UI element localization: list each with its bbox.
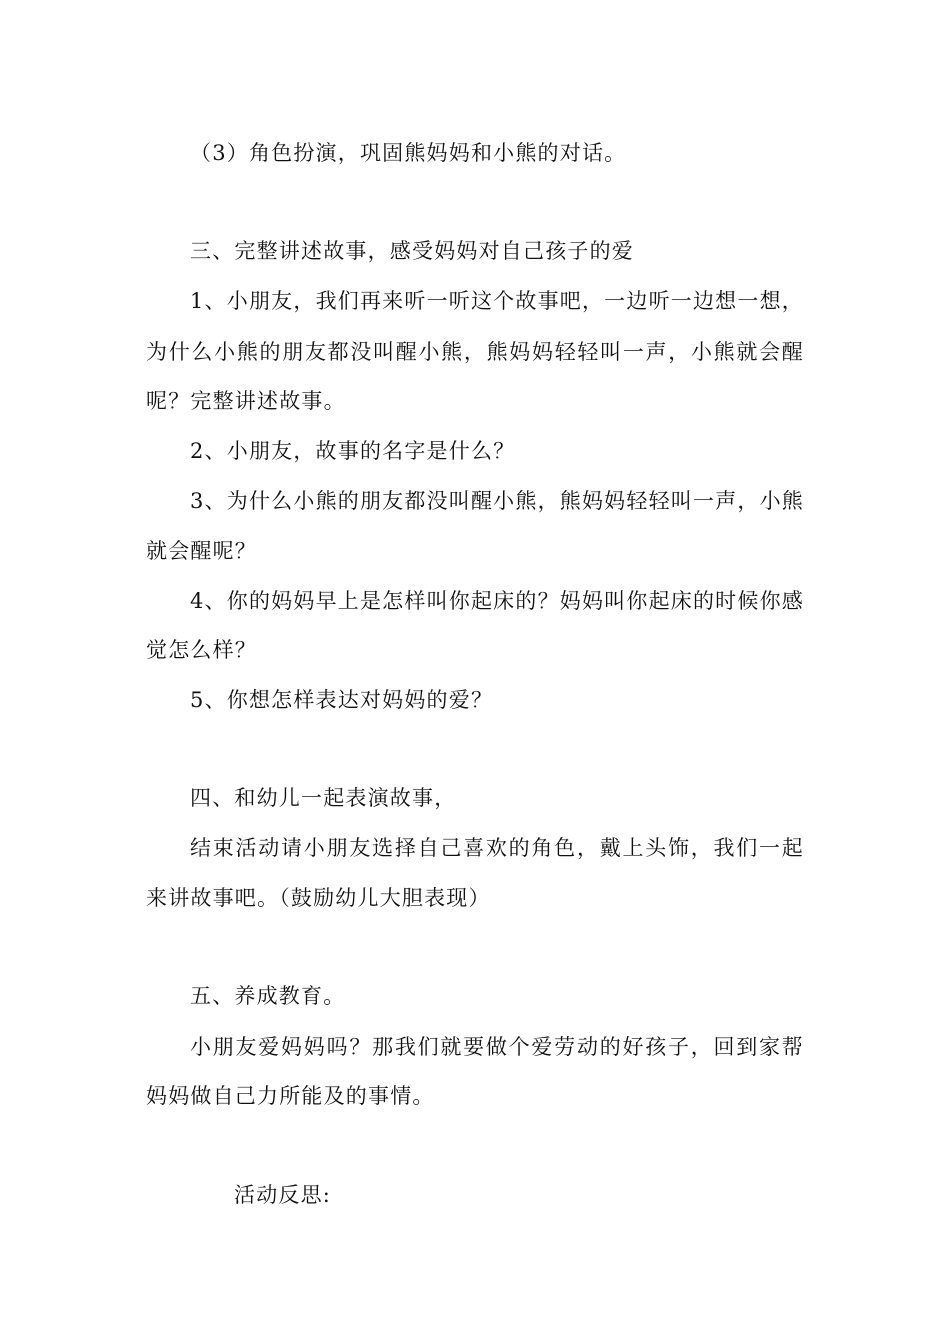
section-4-heading: 四、和幼儿一起表演故事， (190, 786, 457, 810)
question-5: 5、你想怎样表达对妈妈的爱？ (190, 688, 494, 712)
activity-reflection-heading: 活动反思: (234, 1183, 332, 1207)
question-3-line-2: 就会醒呢？ (146, 539, 257, 563)
question-1-line-2: 为什么小熊的朋友都没叫醒小熊，熊妈妈轻轻叫一声，小熊就会醒 (146, 340, 804, 364)
section-4-paragraph-line-1: 结束活动请小朋友选择自己喜欢的角色，戴上头饰，我们一起 (190, 836, 804, 860)
step-3-role-play: （3）角色扮演，巩固熊妈妈和小熊的对话。 (190, 141, 627, 165)
section-5-paragraph-line-2: 妈妈做自己力所能及的事情。 (146, 1084, 435, 1108)
question-2: 2、小朋友，故事的名字是什么？ (190, 439, 516, 463)
section-5-heading: 五、养成教育。 (190, 984, 346, 1008)
question-4-line-1: 4、你的妈妈早上是怎样叫你起床的？妈妈叫你起床的时候你感 (190, 589, 804, 613)
question-1-line-1: 1、小朋友，我们再来听一听这个故事吧，一边听一边想一想， (190, 289, 804, 313)
question-3-line-1: 3、为什么小熊的朋友都没叫醒小熊，熊妈妈轻轻叫一声，小熊 (190, 489, 804, 513)
section-3-heading: 三、完整讲述故事，感受妈妈对自己孩子的爱 (190, 239, 634, 263)
question-4-line-2: 觉怎么样？ (146, 638, 257, 662)
question-1-line-3: 呢？完整讲述故事。 (146, 389, 346, 413)
section-4-paragraph-line-2: 来讲故事吧。（鼓励幼儿大胆表现） (146, 886, 491, 910)
section-5-paragraph-line-1: 小朋友爱妈妈吗？那我们就要做个爱劳动的好孩子，回到家帮 (190, 1035, 804, 1059)
